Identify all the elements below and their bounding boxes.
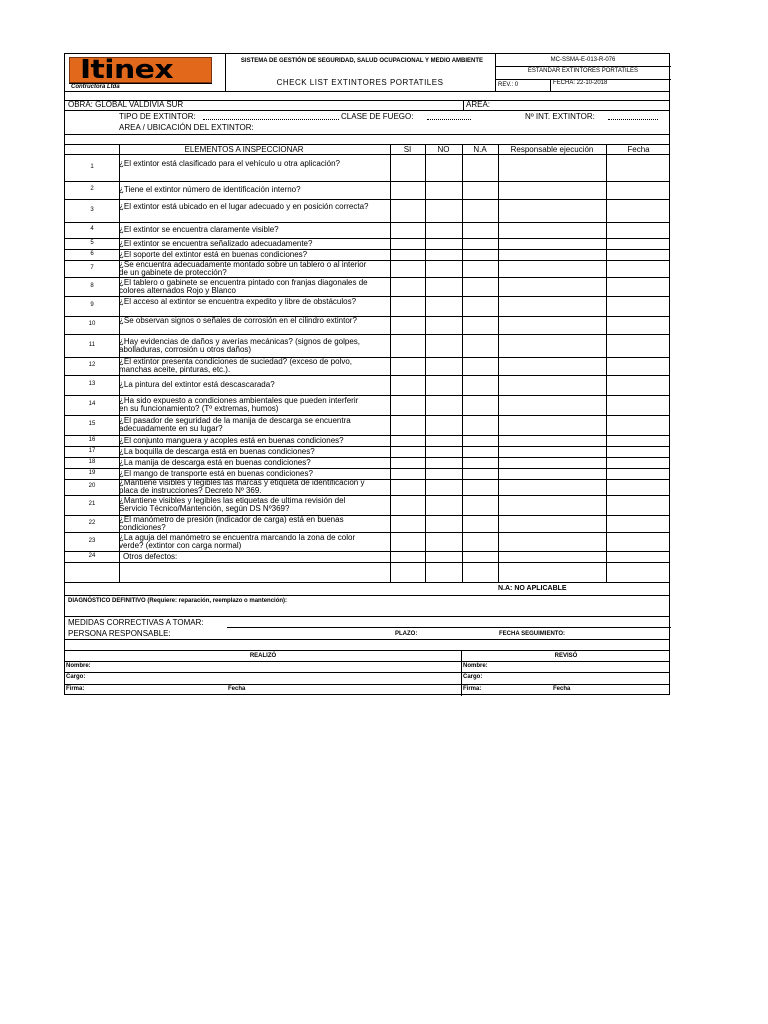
item-number: 11 [88, 341, 96, 348]
logo-subtitle: Contructora Ltda [69, 83, 212, 90]
na-note: N.A: NO APLICABLE [498, 585, 567, 592]
item-number: 7 [90, 264, 94, 271]
reviso-label: REVISÓ [554, 653, 578, 659]
item-number: 3 [90, 206, 94, 213]
item-question: ¿El mango de transporte está en buenas condiciones? [119, 468, 313, 478]
item-number: 4 [90, 226, 94, 232]
system-title: SISTEMA DE GESTIÓN DE SEGURIDAD, SALUD OCUPACIONAL Y MEDIO AMBIENTE [240, 58, 484, 64]
item-number: 5 [90, 239, 94, 246]
persona-label: PERSONA RESPONSABLE: [68, 629, 171, 638]
document-code: MC-SSMA-E-013-R-076 [550, 57, 616, 63]
item-question: ¿La boquilla de descarga está en buenas condiciones? [119, 446, 315, 456]
item-number: 23 [88, 537, 96, 544]
diagnostico-label: DIAGNÓSTICO DEFINITIVO (Requiere: reparación, reemplazo o mantención): [68, 598, 288, 604]
item-question: ¿El extintor se encuentra claramente visible? [119, 225, 279, 234]
header-elementos: ELEMENTOS A INSPECCIONAR [184, 145, 304, 154]
reviso-fecha-label: Fecha [553, 686, 571, 692]
item-number: 19 [88, 469, 96, 476]
item-number: 20 [88, 483, 96, 489]
realizo-cargo-label: Cargo: [66, 674, 86, 680]
header-si: SI [403, 145, 412, 154]
item-question: ¿El extintor presenta condiciones de suciedad? (exceso de polvo, manchas aceite, pinturas, etc.). [119, 357, 353, 374]
itinex-logo [69, 57, 212, 83]
realizo-firma-label: Firma: [66, 686, 85, 692]
item-question: ¿La pintura del extintor está descascarada? [119, 380, 275, 389]
item-question: ¿El extintor se encuentra señalizado adecuadamente? [119, 238, 313, 248]
tipo-extintor-label: TIPO DE EXTINTOR: [119, 112, 196, 121]
item-question: ¿El pasador de seguridad de la manija de descarga se encuentra adecuadamente en su lugar? [119, 416, 351, 433]
plazo-label: PLAZO: [395, 631, 418, 637]
area-label: AREA: [466, 100, 491, 109]
item-number: 15 [88, 421, 96, 427]
item-question: ¿La manija de descarga está en buenas condiciones? [119, 457, 311, 467]
item-number: 6 [90, 250, 94, 257]
item-question: ¿El soporte del extintor está en buenas condiciones? [119, 249, 308, 259]
logo-name: Itinex [80, 55, 174, 85]
header-na: N.A [473, 145, 487, 154]
medidas-label: MEDIDAS CORRECTIVAS A TOMAR: [68, 618, 204, 627]
item-number: 8 [90, 282, 94, 289]
item-number: 9 [90, 302, 94, 308]
item-question: ¿Hay evidencias de daños y averías mecánicas? (signos de golpes, abolladuras, corrosión u otros daños) [119, 336, 361, 354]
item-number: 13 [88, 381, 96, 387]
reviso-nombre-label: Nombre: [463, 663, 488, 669]
item-number: 2 [90, 186, 94, 192]
reviso-cargo-label: Cargo: [463, 674, 483, 680]
item-question: ¿El extintor está ubicado en el lugar adecuado y en posición correcta? [119, 201, 369, 211]
header-fecha: Fecha [627, 145, 650, 154]
item-number: 12 [88, 362, 96, 368]
item-number: 10 [88, 321, 96, 327]
realizo-fecha-label: Fecha [228, 686, 246, 692]
item-number: 24 [88, 552, 96, 559]
ubicacion-label: AREA / UBICACIÓN DEL EXTINTOR: [119, 123, 254, 132]
item-question: ¿Tiene el extintor número de identificación interno? [119, 185, 301, 194]
item-question: ¿Mantiene visibles y legibles las etiquetas de ultima revisión del Servicio Técnico/Mantención, según DS Nº369? [119, 496, 346, 513]
reviso-firma-label: Firma: [463, 686, 482, 692]
item-number: 22 [88, 519, 96, 526]
item-number: 17 [88, 447, 96, 454]
item-question: ¿Mantiene visibles y legibles las marcas y etiqueta de identificación y placa de instrucciones? Decreto Nº 369. [119, 478, 365, 495]
item-number: 14 [88, 401, 96, 407]
numero-interno-label: Nº INT. EXTINTOR: [525, 112, 595, 121]
item-question: ¿Se observan signos o señales de corrosión en el cilindro extintor? [119, 316, 357, 325]
item-question: ¿La aguja del manómetro se encuentra marcando la zona de color verde? (extintor con carga normal) [119, 532, 356, 550]
realizo-label: REALIZÓ [249, 653, 277, 659]
item-question: ¿El manómetro de presión (indicador de carga) está en buenas condiciones? [119, 514, 344, 532]
item-question: Otros defectos: [123, 551, 178, 561]
obra-label: OBRA: GLOBAL VALDIVIA SUR [68, 100, 184, 109]
realizo-nombre-label: Nombre: [66, 663, 91, 669]
item-question: ¿Se encuentra adecuadamente montado sobre un tablero o al interior de un gabinete de protección? [119, 259, 367, 277]
item-question: ¿El conjunto manguera y acoples está en buenas condiciones? [119, 435, 344, 445]
item-number: 16 [88, 436, 96, 443]
checklist-sheet [64, 53, 670, 695]
document-date: FECHA: 22-10-2018 [553, 80, 608, 86]
clase-fuego-label: CLASE DE FUEGO: [341, 112, 414, 121]
item-question: ¿El tablero o gabinete se encuentra pintado con franjas diagonales de colores alternados Rojo y Blanco [119, 277, 368, 295]
item-number: 21 [88, 501, 96, 507]
fecha-seguimiento-label: FECHA SEGUIMIENTO: [499, 631, 566, 637]
item-question: ¿El extintor está clasificado para el vehículo u otra aplicación? [119, 158, 341, 168]
header-no: NO [437, 145, 450, 154]
standard-name: ESTANDAR EXTINTORES PORTATILES [527, 68, 639, 74]
revision: REV.: 0 [498, 82, 519, 88]
item-question: ¿El acceso al extintor se encuentra expedito y libre de obstáculos? [119, 297, 357, 306]
item-question: ¿Ha sido expuesto a condiciones ambientales que pueden interferir en su funcionamiento? (Tº extremas, humos) [119, 396, 359, 413]
item-number: 18 [88, 458, 96, 465]
document-title: CHECK LIST EXTINTORES PORTATILES [276, 78, 444, 87]
header-responsable: Responsable ejecución [510, 145, 594, 154]
item-number: 1 [90, 163, 94, 170]
